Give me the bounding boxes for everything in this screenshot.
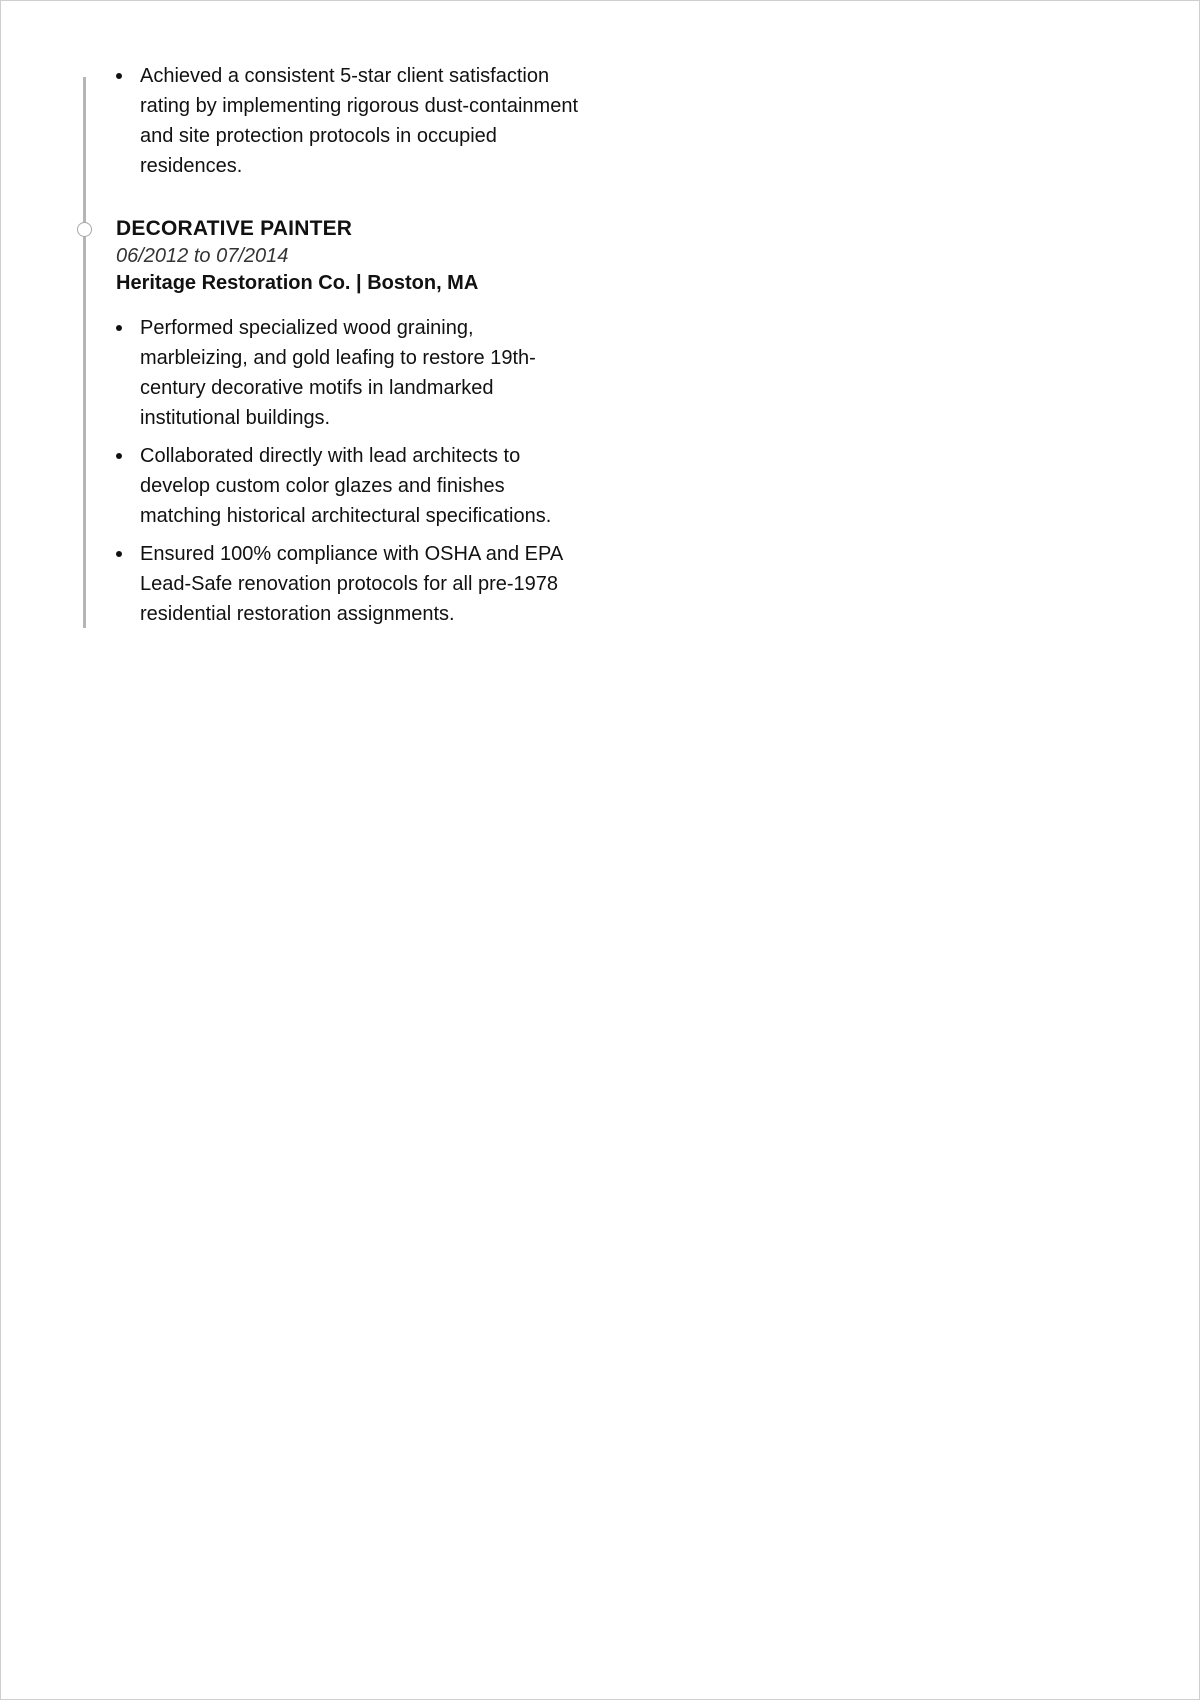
job-dates: 06/2012 to 07/2014 (116, 245, 289, 267)
bullet-item (116, 61, 586, 181)
bullet-item (116, 313, 586, 433)
bullet-dot-icon (116, 453, 122, 459)
job-employer: Heritage Restoration Co. | Boston, MA (116, 272, 479, 294)
bullet-text: Collaborated directly with lead architects to develop custom color glazes and finishes matching historical architectural specifications. (140, 445, 552, 527)
bullet-item (116, 539, 586, 629)
job-title: DECORATIVE PAINTER (116, 217, 353, 240)
bullet-text: Ensured 100% compliance with OSHA and EPA Lead-Safe renovation protocols for all pre-1978 residential restoration assignments. (140, 543, 563, 625)
experience-section (116, 61, 586, 629)
bullet-dot-icon (116, 325, 122, 331)
bullet-dot-icon (116, 551, 122, 557)
job-bullets (116, 313, 586, 629)
bullet-item (116, 441, 586, 531)
bullet-text: Achieved a consistent 5-star client satisfaction rating by implementing rigorous dust-containment and site protection protocols in occupied residences. (140, 65, 578, 177)
bullet-dot-icon (116, 73, 122, 79)
timeline-node-icon (77, 222, 92, 237)
bullet-text: Performed specialized wood graining, marbleizing, and gold leafing to restore 19th-century decorative motifs in landmarked institutional buildings. (140, 317, 536, 429)
timeline-line (83, 77, 86, 628)
previous-entry-bullets (116, 61, 586, 181)
experience-entry (116, 215, 586, 629)
